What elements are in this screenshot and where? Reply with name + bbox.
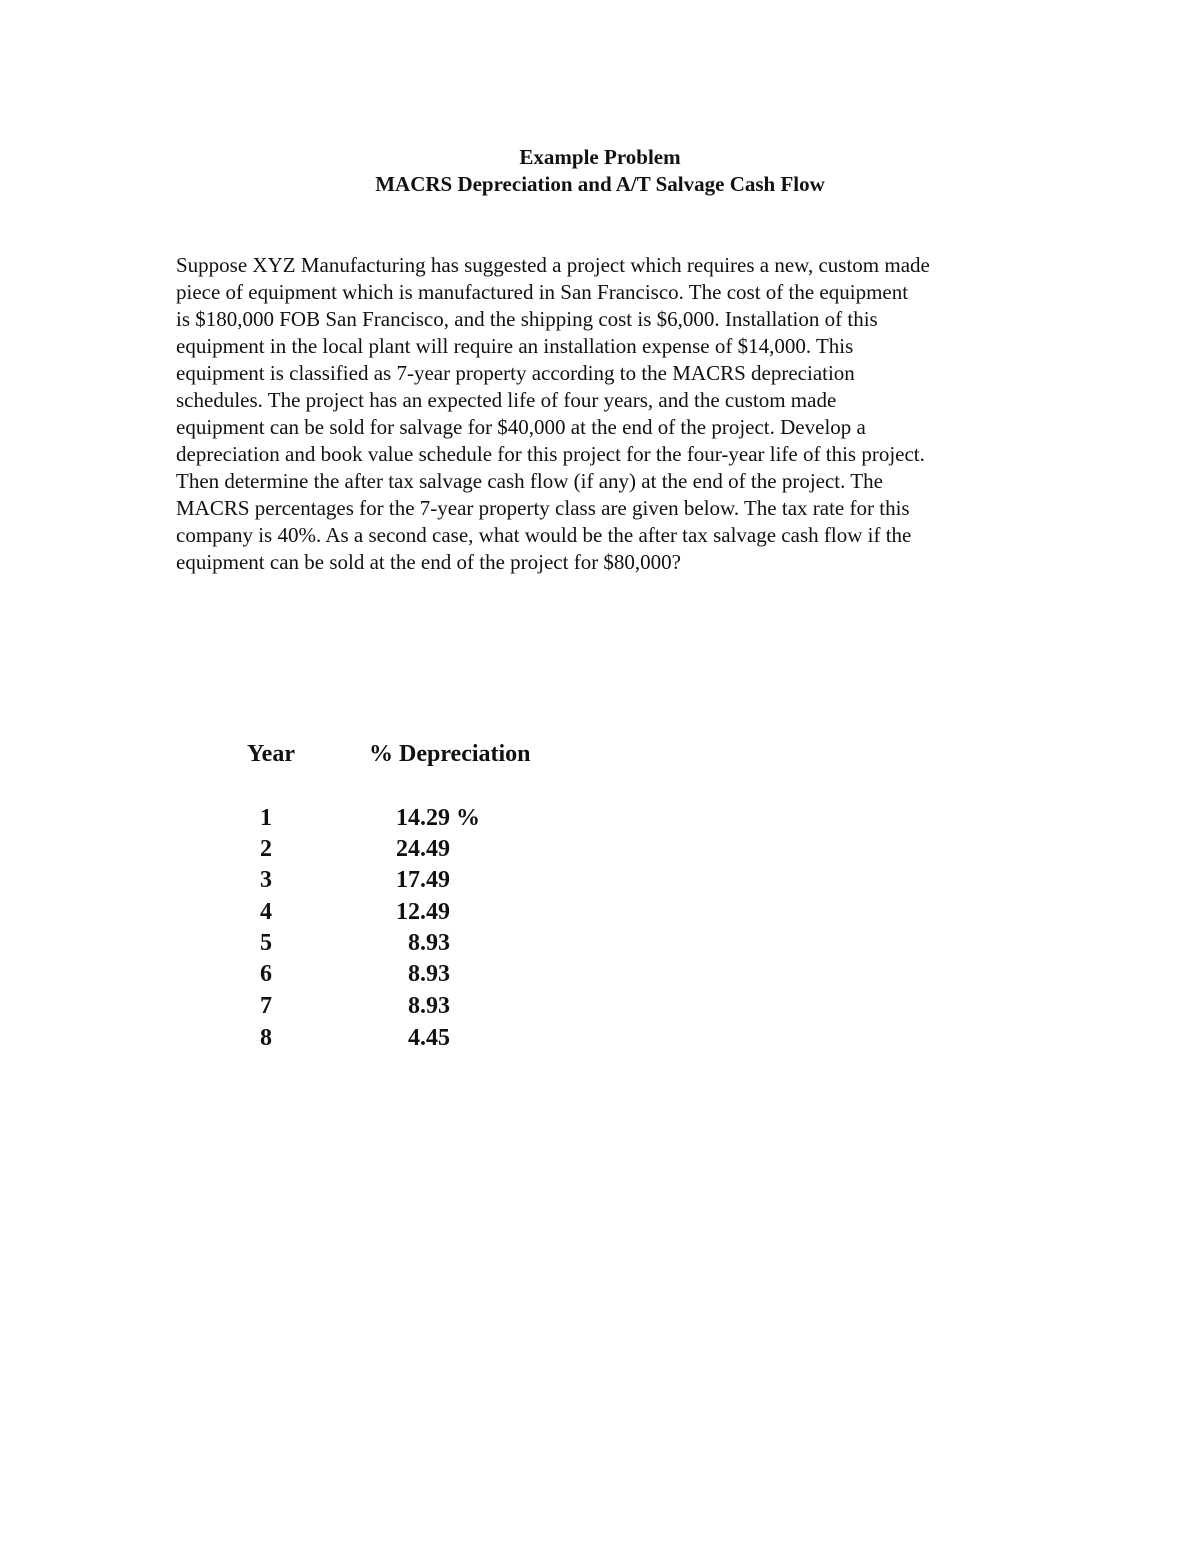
problem-line: equipment can be sold for salvage for $40,000 at the end of the project. Develop a xyxy=(176,415,866,439)
depreciation-cell: 8.93 xyxy=(396,993,450,1019)
title-line-2: MACRS Depreciation and A/T Salvage Cash Flow xyxy=(375,172,825,196)
depreciation-cell: 4.45 xyxy=(396,1025,450,1051)
year-cell: 5 xyxy=(260,930,272,956)
depreciation-cell: 14.29 % xyxy=(396,805,480,831)
table-row xyxy=(0,898,1200,930)
table-row xyxy=(0,992,1200,1024)
problem-line: depreciation and book value schedule for this project for the four-year life of this project. xyxy=(176,442,925,466)
table-row xyxy=(0,929,1200,961)
table-row xyxy=(0,804,1200,836)
year-cell: 8 xyxy=(260,1025,272,1051)
depreciation-cell: 24.49 xyxy=(396,836,450,862)
depreciation-cell: 12.49 xyxy=(396,899,450,925)
year-cell: 3 xyxy=(260,867,272,893)
problem-line: piece of equipment which is manufactured in San Francisco. The cost of the equipment xyxy=(176,280,909,304)
year-cell: 2 xyxy=(260,836,272,862)
table-row xyxy=(0,1024,1200,1056)
problem-line: equipment is classified as 7-year property according to the MACRS depreciation xyxy=(176,361,855,385)
problem-line: equipment can be sold at the end of the project for $80,000? xyxy=(176,550,682,574)
title-line-1: Example Problem xyxy=(519,145,681,169)
problem-line: equipment in the local plant will require an installation expense of $14,000. This xyxy=(176,334,854,358)
table-row xyxy=(0,866,1200,898)
problem-line: company is 40%. As a second case, what would be the after tax salvage cash flow if the xyxy=(176,523,912,547)
year-column-header: Year xyxy=(247,741,295,767)
table-row xyxy=(0,960,1200,992)
depreciation-cell: 8.93 xyxy=(396,930,450,956)
problem-line: is $180,000 FOB San Francisco, and the shipping cost is $6,000. Installation of this xyxy=(176,307,878,331)
depreciation-cell: 8.93 xyxy=(396,961,450,987)
year-cell: 4 xyxy=(260,899,272,925)
problem-line: MACRS percentages for the 7-year property class are given below. The tax rate for this xyxy=(176,496,910,520)
depreciation-cell: 17.49 xyxy=(396,867,450,893)
problem-line: Then determine the after tax salvage cash flow (if any) at the end of the project. The xyxy=(176,469,883,493)
depreciation-column-header: % Depreciation xyxy=(369,741,531,767)
table-row xyxy=(0,835,1200,867)
problem-line: Suppose XYZ Manufacturing has suggested a project which requires a new, custom made xyxy=(176,253,930,277)
year-cell: 6 xyxy=(260,961,272,987)
problem-line: schedules. The project has an expected life of four years, and the custom made xyxy=(176,388,837,412)
year-cell: 7 xyxy=(260,993,272,1019)
year-cell: 1 xyxy=(260,805,272,831)
